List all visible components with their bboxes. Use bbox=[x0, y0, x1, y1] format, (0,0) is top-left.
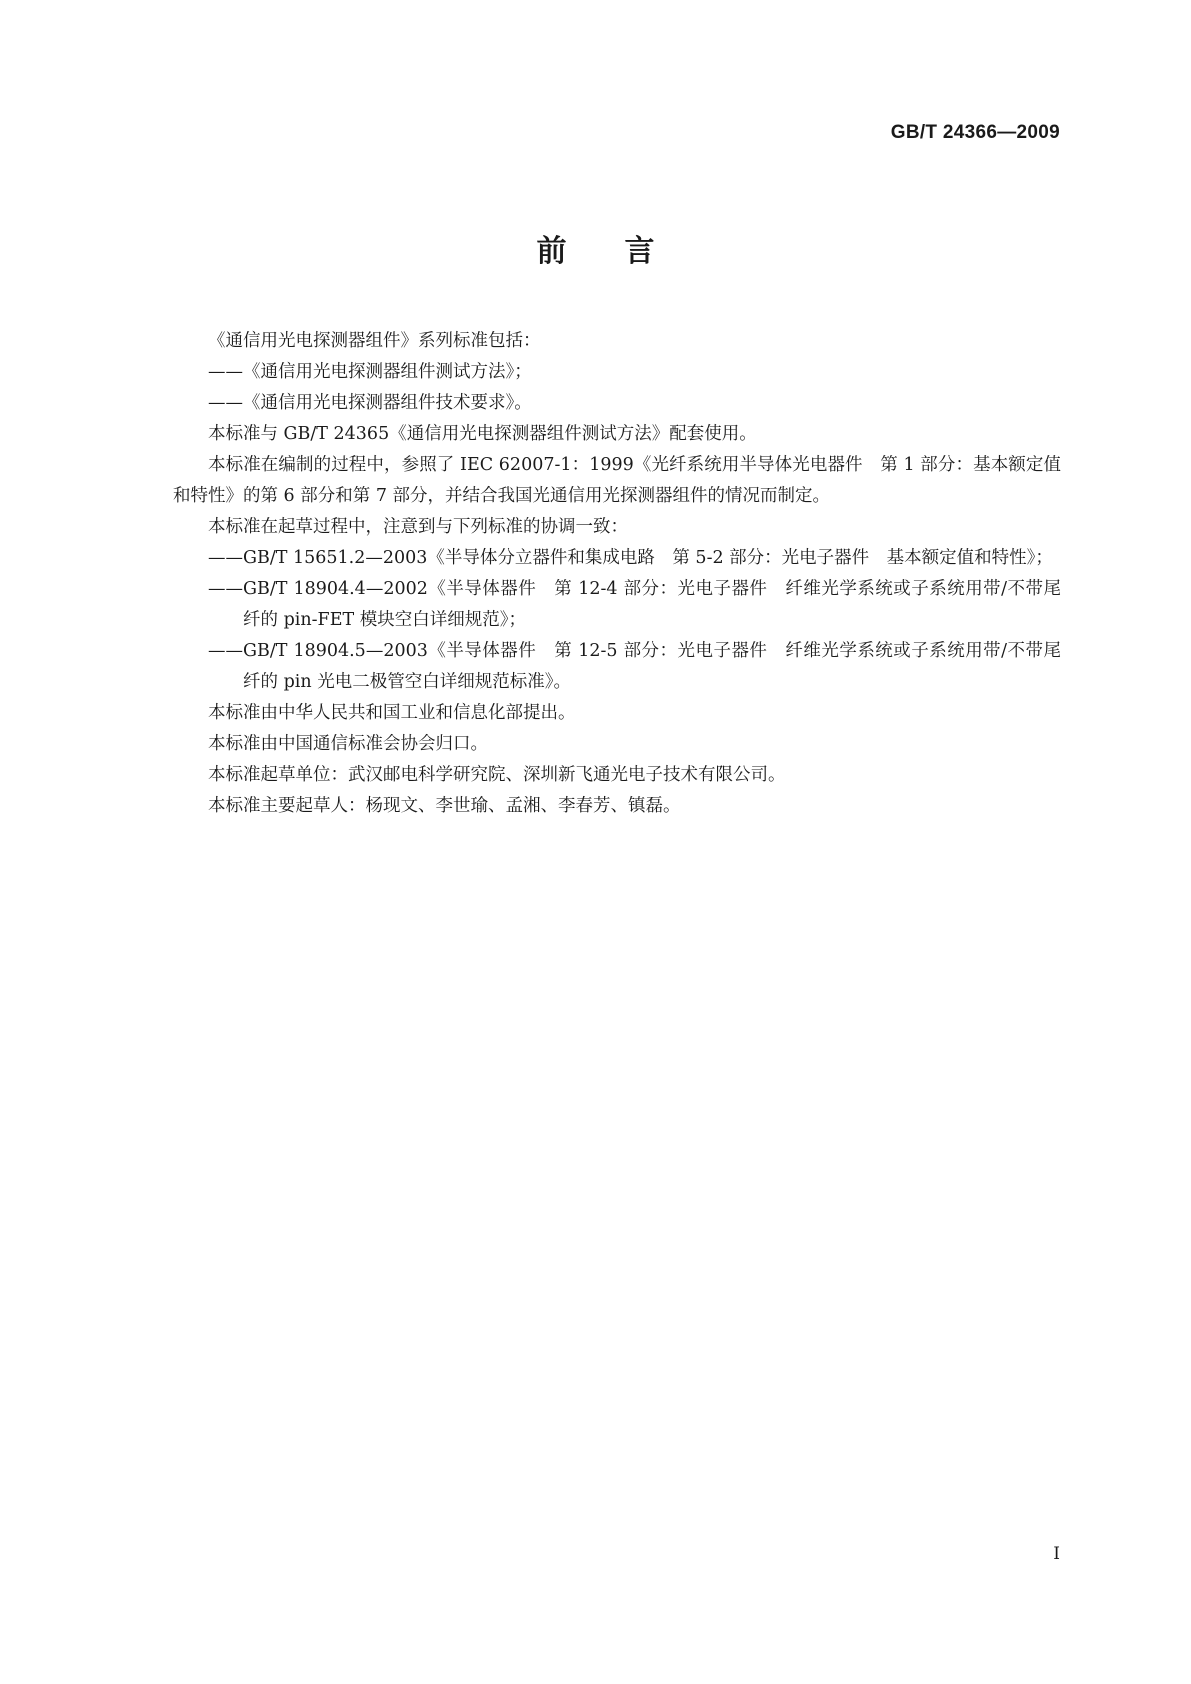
list-item-related-standard: ——GB/T 18904.4—2002《半导体器件 第 12-4 部分：光电子器件 纤维光学系统或子系统用带/不带尾纤的 pin-FET 模块空白详细规范》； bbox=[208, 579, 1061, 630]
paragraph-administered-by: 本标准由中国通信标准会协会归口。 bbox=[208, 734, 488, 754]
paragraph-series-item-2: ——《通信用光电探测器组件技术要求》。 bbox=[208, 393, 532, 413]
paragraph-drafters: 本标准主要起草人：杨现文、李世瑜、孟湘、李春芳、镇磊。 bbox=[208, 796, 681, 816]
paragraph-drafting-units: 本标准起草单位：武汉邮电科学研究院、深圳新飞通光电子技术有限公司。 bbox=[208, 765, 786, 785]
page-title bbox=[0, 226, 1191, 270]
document-body bbox=[173, 326, 1061, 822]
paragraph-reference-iec: 本标准在编制的过程中，参照了 IEC 62007-1：1999《光纤系统用半导体光电器件 第 1 部分：基本额定值和特性》的第 6 部分和第 7 部分，并结合我国光通信用光探测器组件的情况而制定。 bbox=[173, 455, 1061, 506]
standard-number: GB/T 24366—2009 bbox=[890, 122, 1060, 143]
paragraph-proposed-by: 本标准由中华人民共和国工业和信息化部提出。 bbox=[208, 703, 576, 723]
paragraph-companion-standard: 本标准与 GB/T 24365《通信用光电探测器组件测试方法》配套使用。 bbox=[208, 424, 757, 444]
paragraph-series-intro: 《通信用光电探测器组件》系列标准包括： bbox=[208, 331, 541, 351]
list-item-related-standard: ——GB/T 15651.2—2003《半导体分立器件和集成电路 第 5-2 部分：光电子器件 基本额定值和特性》； bbox=[208, 548, 1053, 568]
page-number: I bbox=[1053, 1544, 1060, 1564]
paragraph-series-item-1: ——《通信用光电探测器组件测试方法》； bbox=[208, 362, 532, 382]
title-char-1: 前 bbox=[536, 234, 567, 269]
title-char-2: 言 bbox=[624, 234, 655, 269]
paragraph-coordination-intro: 本标准在起草过程中，注意到与下列标准的协调一致： bbox=[208, 517, 628, 537]
list-item-related-standard: ——GB/T 18904.5—2003《半导体器件 第 12-5 部分：光电子器件 纤维光学系统或子系统用带/不带尾纤的 pin 光电二极管空白详细规范标准》。 bbox=[208, 641, 1061, 692]
